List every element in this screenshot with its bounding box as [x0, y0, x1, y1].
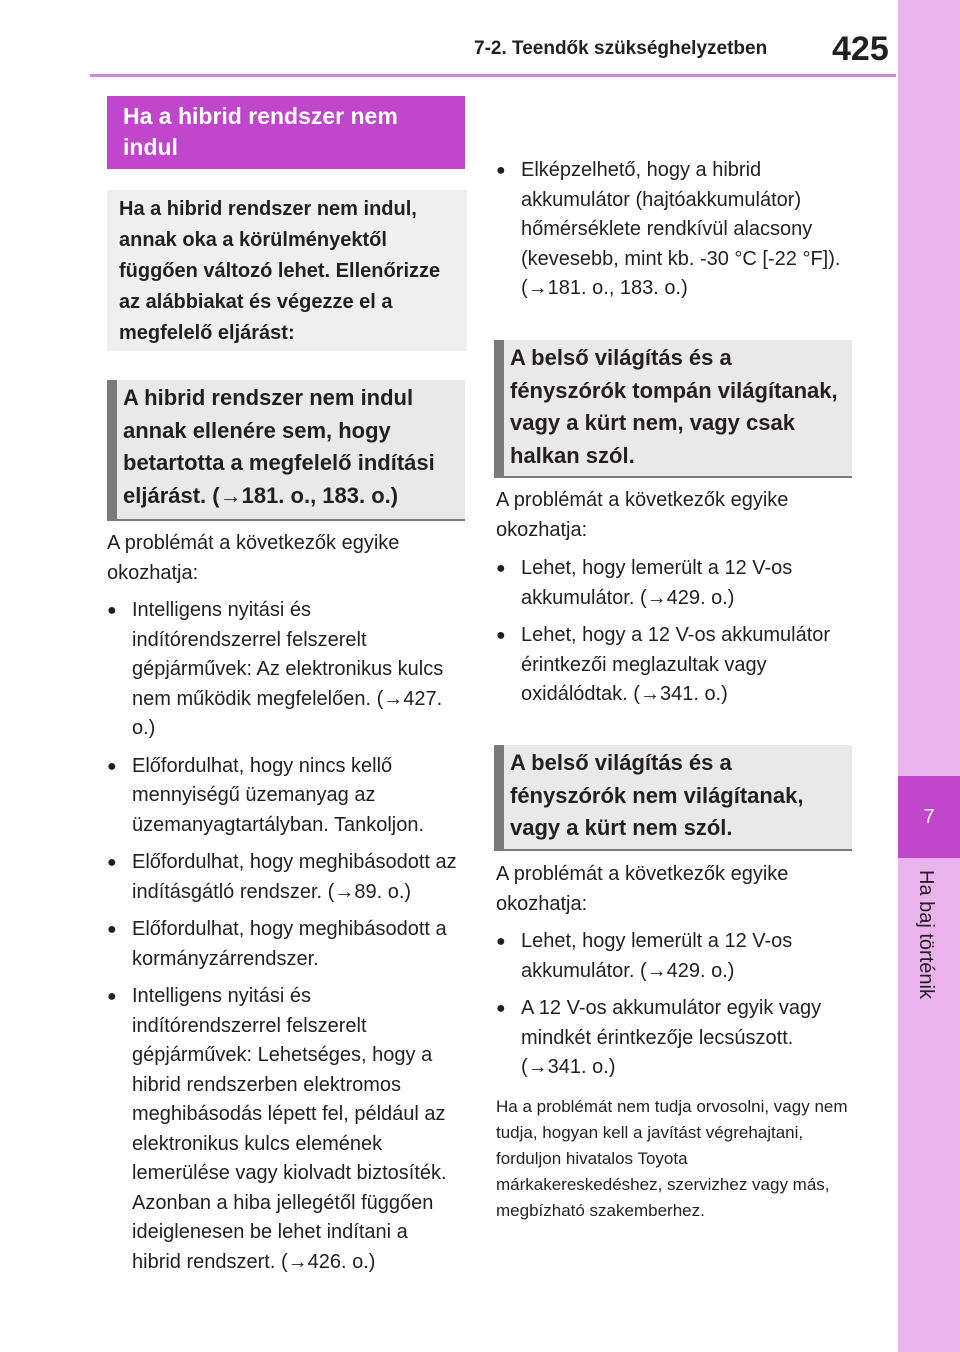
cause-list-continued	[496, 156, 846, 312]
list-item: ● Előfordulhat, hogy meghibásodott az indításgátló rendszer. (→89. o.)	[107, 848, 459, 907]
list-item: ● Lehet, hogy a 12 V-os akkumulátor érintkezői meglazultak vagy oxidálódtak. (→341. o.)	[496, 621, 846, 710]
list-item: ● Előfordulhat, hogy nincs kellő mennyiségű üzemanyag az üzemanyagtartályban. Tankoljon.	[107, 752, 459, 841]
footnote: Ha a problémát nem tudja orvosolni, vagy nem tudja, hogyan kell a javítást végrehajtani, forduljon hivatalos Toyota márkakereskedéshez, szervizhez vagy más, megbízható szakemberhez.	[496, 1097, 848, 1220]
list-item: ● A 12 V-os akkumulátor egyik vagy mindkét érintkezője lecsúszott. (→341. o.)	[496, 994, 846, 1083]
list-item: ● Lehet, hogy lemerült a 12 V-os akkumulátor. (→429. o.)	[496, 927, 846, 986]
header-divider	[90, 74, 896, 77]
cause-list	[496, 554, 846, 718]
cause-lead-text: A problémát a következők egyike okozhatja:	[107, 532, 400, 584]
chapter-label: Ha baj történik	[915, 870, 937, 999]
chapter-side-strip	[898, 0, 960, 1352]
cause-lead-text: A problémát a következők egyike okozhatja:	[496, 863, 789, 915]
list-item: ● Elképzelhető, hogy a hibrid akkumulátor (hajtóakkumulátor) hőmérséklete rendkívül alacsony (kevesebb, mint kb. -30 °C [-22 °F]). (→181. o., 183. o.)	[496, 156, 846, 304]
page-number: 425	[832, 30, 889, 68]
cause-list	[107, 596, 459, 1285]
chapter-number-tab: 7	[898, 776, 960, 858]
main-heading: Ha a hibrid rendszer nem indul	[107, 96, 465, 169]
list-item: ● Intelligens nyitási és indítórendszerrel felszerelt gépjárművek: Az elektronikus kulcs nem működik megfelelően. (→427. o.)	[107, 596, 459, 744]
section-heading-hybrid-not-start: A hibrid rendszer nem indul annak ellenére sem, hogy betartotta a megfelelő indítási eljárást. (→181. o., 183. o.)	[107, 380, 465, 521]
section-heading-dim-lights: A belső világítás és a fényszórók tompán világítanak, vagy a kürt nem, vagy csak halkan szól.	[494, 340, 852, 478]
list-item: ● Lehet, hogy lemerült a 12 V-os akkumulátor. (→429. o.)	[496, 554, 846, 613]
cause-list	[496, 927, 846, 1091]
intro-box: Ha a hibrid rendszer nem indul, annak oka a körülményektől függően változó lehet. Ellenőrizze az alábbiakat és végezze el a megfelelő eljárást:	[107, 190, 467, 351]
section-heading-no-lights: A belső világítás és a fényszórók nem világítanak, vagy a kürt nem szól.	[494, 745, 852, 851]
cause-lead-text: A problémát a következők egyike okozhatja:	[496, 489, 789, 541]
list-item: ● Intelligens nyitási és indítórendszerrel felszerelt gépjárművek: Lehetséges, hogy a hibrid rendszerben elektromos meghibásodás lépett fel, például az elektronikus kulcs elemének lemerülése vagy kiolvadt biztosíték. Azonban a hiba jellegétől függően ideiglenesen be lehet indítani a hibrid rendszert. (→426. o.)	[107, 982, 459, 1277]
list-item: ● Előfordulhat, hogy meghibásodott a kormányzárrendszer.	[107, 915, 459, 974]
section-title: 7-2. Teendők szükséghelyzetben	[474, 38, 768, 59]
